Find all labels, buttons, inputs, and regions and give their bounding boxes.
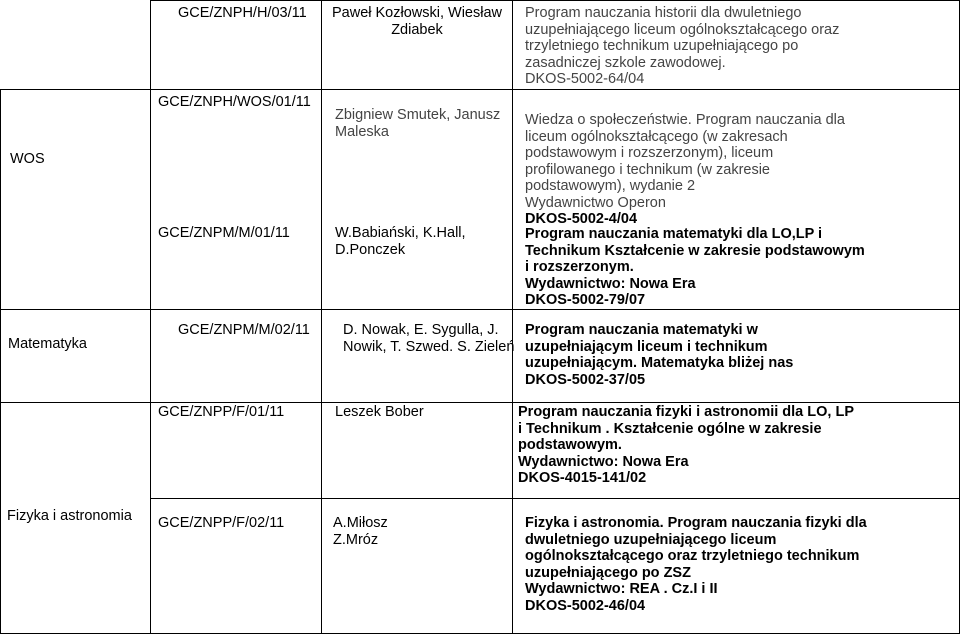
description-line: i Technikum . Kształcenie ogólne w zakresie (518, 420, 822, 437)
description-line: DKOS-5002-37/05 (525, 371, 646, 388)
author-line: Maleska (335, 123, 389, 140)
program-description (525, 322, 793, 388)
program-code: GCE/ZNPH/WOS/01/11 (158, 94, 311, 110)
column-border (150, 0, 151, 634)
description-line: zasadniczej szkole zawodowej. (525, 54, 726, 71)
program-description (525, 5, 839, 88)
column-border (0, 89, 1, 634)
program-code: GCE/ZNPM/M/01/11 (158, 225, 290, 241)
description-line: dwuletniego uzupełniającego liceum (525, 531, 777, 548)
description-line: Wydawnictwo Operon (525, 194, 666, 211)
program-code: GCE/ZNPP/F/01/11 (158, 404, 285, 420)
description-line: podstawowym i rozszerzonym), liceum (525, 145, 774, 161)
program-code: GCE/ZNPM/M/02/11 (178, 322, 310, 338)
description-line: Wydawnictwo: Nowa Era (525, 275, 696, 292)
description-line: Wiedza o społeczeństwie. Program nauczania dla (525, 112, 845, 128)
description-line: DKOS-5002-4/04 (525, 211, 638, 227)
program-authors (330, 5, 504, 38)
program-authors (335, 225, 466, 258)
row-border (0, 309, 960, 310)
description-line: ogólnokształcącego oraz trzyletniego technikum (525, 548, 860, 564)
program-description (518, 404, 854, 487)
author-line: Leszek Bober (335, 404, 424, 420)
subject-label: WOS (10, 151, 45, 167)
column-border (321, 0, 322, 634)
row-border (150, 498, 960, 499)
subject-label: Matematyka (8, 336, 87, 352)
author-line: Nowik, T. Szwed. S. Zieleń (343, 338, 515, 355)
row-border (150, 0, 960, 1)
row-border (0, 402, 960, 403)
author-line: A.Miłosz (333, 515, 388, 531)
author-line: Paweł Kozłowski, Wiesław (331, 5, 503, 21)
description-line: liceum ogólnokształcącego (w zakresach (525, 128, 788, 145)
description-line: Wydawnictwo: Nowa Era (518, 453, 689, 470)
description-line: i rozszerzonym. (525, 259, 634, 275)
description-line: podstawowym), wydanie 2 (525, 178, 696, 194)
description-line: DKOS-5002-79/07 (525, 292, 646, 308)
row-border (0, 89, 960, 90)
author-line: D.Ponczek (335, 241, 406, 258)
author-line: D. Nowak, E. Sygulla, J. (343, 322, 499, 338)
description-line: uzupełniającego po ZSZ (525, 564, 691, 581)
description-line: Program nauczania historii dla dwuletniego (525, 5, 802, 21)
author-line: W.Babiański, K.Hall, (335, 225, 466, 241)
column-border (512, 0, 513, 634)
program-code: GCE/ZNPH/H/03/11 (178, 5, 307, 21)
description-line: DKOS-5002-64/04 (525, 71, 645, 87)
description-line: Technikum Kształcenie w zakresie podstawowym (525, 242, 865, 259)
description-line: profilowanego i technikum (w zakresie (525, 161, 770, 178)
description-line: uzupełniającym. Matematyka bliżej nas (525, 355, 794, 371)
author-line: Zbigniew Smutek, Janusz (335, 107, 501, 123)
author-line: Z.Mróz (333, 531, 379, 548)
description-line: Wydawnictwo: REA . Cz.I i II (525, 581, 718, 597)
description-line: Fizyka i astronomia. Program nauczania fizyki dla (525, 515, 867, 531)
author-line: Zdiabek (391, 21, 443, 38)
program-description (525, 112, 845, 228)
description-line: DKOS-4015-141/02 (518, 470, 647, 486)
description-line: DKOS-5002-46/04 (525, 597, 646, 614)
description-line: Program nauczania fizyki i astronomii dla LO, LP (518, 404, 854, 420)
description-line: podstawowym. (518, 437, 622, 453)
subject-label: Fizyka i astronomia (7, 508, 132, 524)
program-description (525, 515, 867, 614)
description-line: Program nauczania matematyki dla LO,LP i (525, 226, 823, 242)
description-line: uzupełniającym liceum i technikum (525, 338, 768, 355)
description-line: trzyletniego technikum uzupełniającego po (525, 38, 799, 54)
program-authors (333, 515, 388, 548)
description-line: Program nauczania matematyki w (525, 322, 758, 338)
program-authors (335, 107, 500, 140)
program-code: GCE/ZNPP/F/02/11 (158, 515, 285, 531)
program-authors (335, 404, 424, 421)
description-line: uzupełniającego liceum ogólnokształcącego oraz (525, 21, 840, 38)
program-description (525, 226, 865, 309)
program-authors (343, 322, 514, 355)
